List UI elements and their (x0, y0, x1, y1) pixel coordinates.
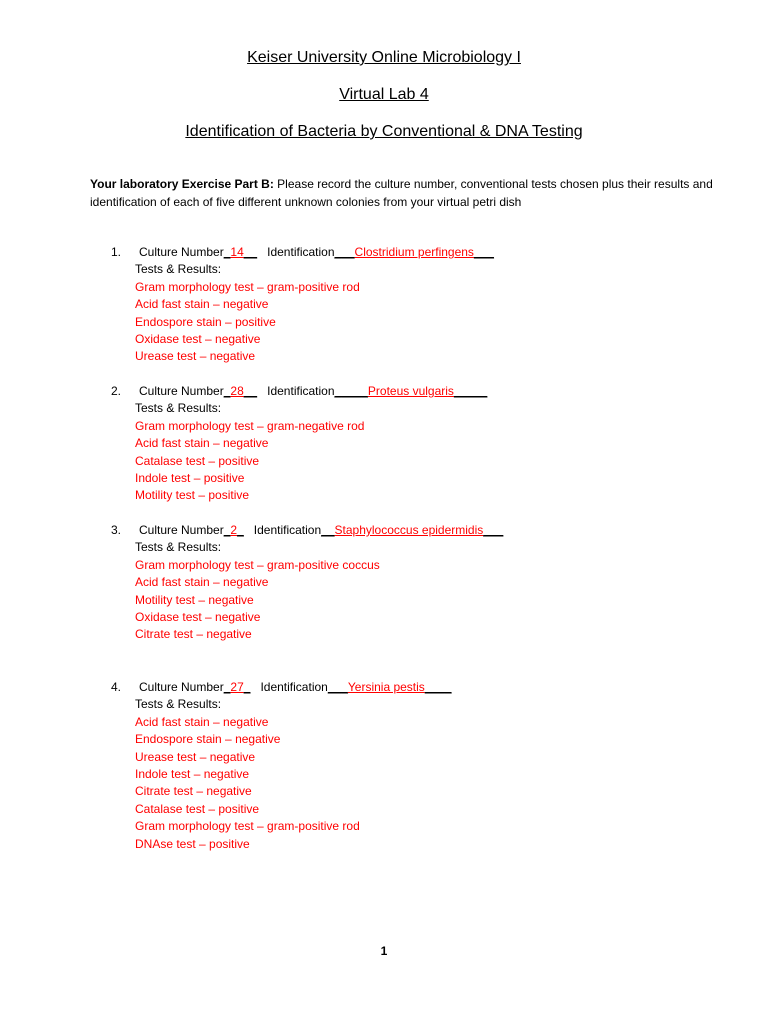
test-result: Acid fast stain – negative (135, 297, 269, 312)
test-result: Citrate test – negative (135, 627, 252, 642)
tests-results-label: Tests & Results: (135, 697, 222, 712)
culture-number-value: 2 (230, 523, 238, 537)
test-result: Oxidase test – negative (135, 610, 261, 625)
culture-header: Culture Number_2_ Identification__Staphylococcus epidermidis___ (139, 523, 504, 537)
culture-item (111, 383, 711, 505)
culture-index: 2. (111, 384, 122, 398)
test-result: Urease test – negative (135, 749, 256, 764)
culture-item (111, 522, 711, 644)
test-result: Motility test – positive (135, 488, 250, 503)
document-title: Keiser University Online Microbiology I (247, 49, 521, 66)
test-result: Catalase test – positive (135, 453, 260, 468)
identification-value: Proteus vulgaris (367, 384, 454, 398)
culture-header: Culture Number_28__ Identification_____Proteus vulgaris_____ (139, 384, 488, 398)
identification-value: Clostridium perfingens (354, 245, 474, 259)
test-result: Acid fast stain – negative (135, 714, 269, 729)
test-result: Acid fast stain – negative (135, 575, 269, 590)
test-result: Gram morphology test – gram-positive rod (135, 279, 360, 294)
culture-index: 3. (111, 523, 122, 537)
culture-item (111, 244, 711, 366)
identification-label: Identification (267, 245, 335, 259)
test-result: Gram morphology test – gram-positive coccus (135, 557, 380, 572)
identification-label: Identification (260, 680, 328, 694)
page-number: 1 (380, 944, 388, 958)
culture-header: Culture Number_14__ Identification___Clostridium perfingens___ (139, 245, 494, 259)
test-result: Indole test – positive (135, 471, 245, 486)
culture-number-label: Culture Number (139, 384, 224, 398)
culture-number-label: Culture Number (139, 523, 224, 537)
culture-number-value: 14 (230, 245, 244, 259)
test-result: Gram morphology test – gram-negative rod (135, 418, 365, 433)
test-result: Catalase test – positive (135, 801, 260, 816)
test-result: Indole test – negative (135, 767, 250, 782)
test-result: Motility test – negative (135, 592, 254, 607)
document-subtitle: Virtual Lab 4 (339, 86, 429, 103)
test-result: Endospore stain – negative (135, 732, 281, 747)
identification-label: Identification (253, 523, 322, 537)
test-result: Urease test – negative (135, 349, 256, 364)
identification-value: Yersinia pestis (347, 680, 425, 694)
culture-number-value: 27 (230, 680, 244, 694)
tests-results-label: Tests & Results: (135, 401, 222, 416)
culture-number-label: Culture Number (139, 680, 224, 694)
test-result: Acid fast stain – negative (135, 436, 269, 451)
instructions-label: Your laboratory Exercise Part B: (90, 177, 274, 191)
instructions-text: Please record the culture number, conventional tests chosen plus their results and identification of each of five different unknown colonies from your virtual petri dish (90, 177, 713, 209)
culture-index: 4. (111, 680, 122, 694)
identification-value: Staphylococcus epidermidis (334, 523, 484, 537)
test-result: Oxidase test – negative (135, 332, 261, 347)
test-result: Endospore stain – positive (135, 314, 276, 329)
culture-header: Culture Number_27_ Identification___Yersinia pestis____ (139, 680, 452, 694)
identification-label: Identification (267, 384, 335, 398)
test-result: DNAse test – positive (135, 836, 250, 851)
document-heading: Identification of Bacteria by Conventional & DNA Testing (185, 123, 583, 140)
culture-number-label: Culture Number (139, 245, 224, 259)
tests-results-label: Tests & Results: (135, 540, 222, 555)
culture-item (111, 679, 711, 853)
test-result: Citrate test – negative (135, 784, 252, 799)
culture-number-value: 28 (230, 384, 244, 398)
culture-index: 1. (111, 245, 122, 259)
test-result: Gram morphology test – gram-positive rod (135, 819, 360, 834)
tests-results-label: Tests & Results: (135, 262, 222, 277)
instructions (90, 175, 720, 211)
